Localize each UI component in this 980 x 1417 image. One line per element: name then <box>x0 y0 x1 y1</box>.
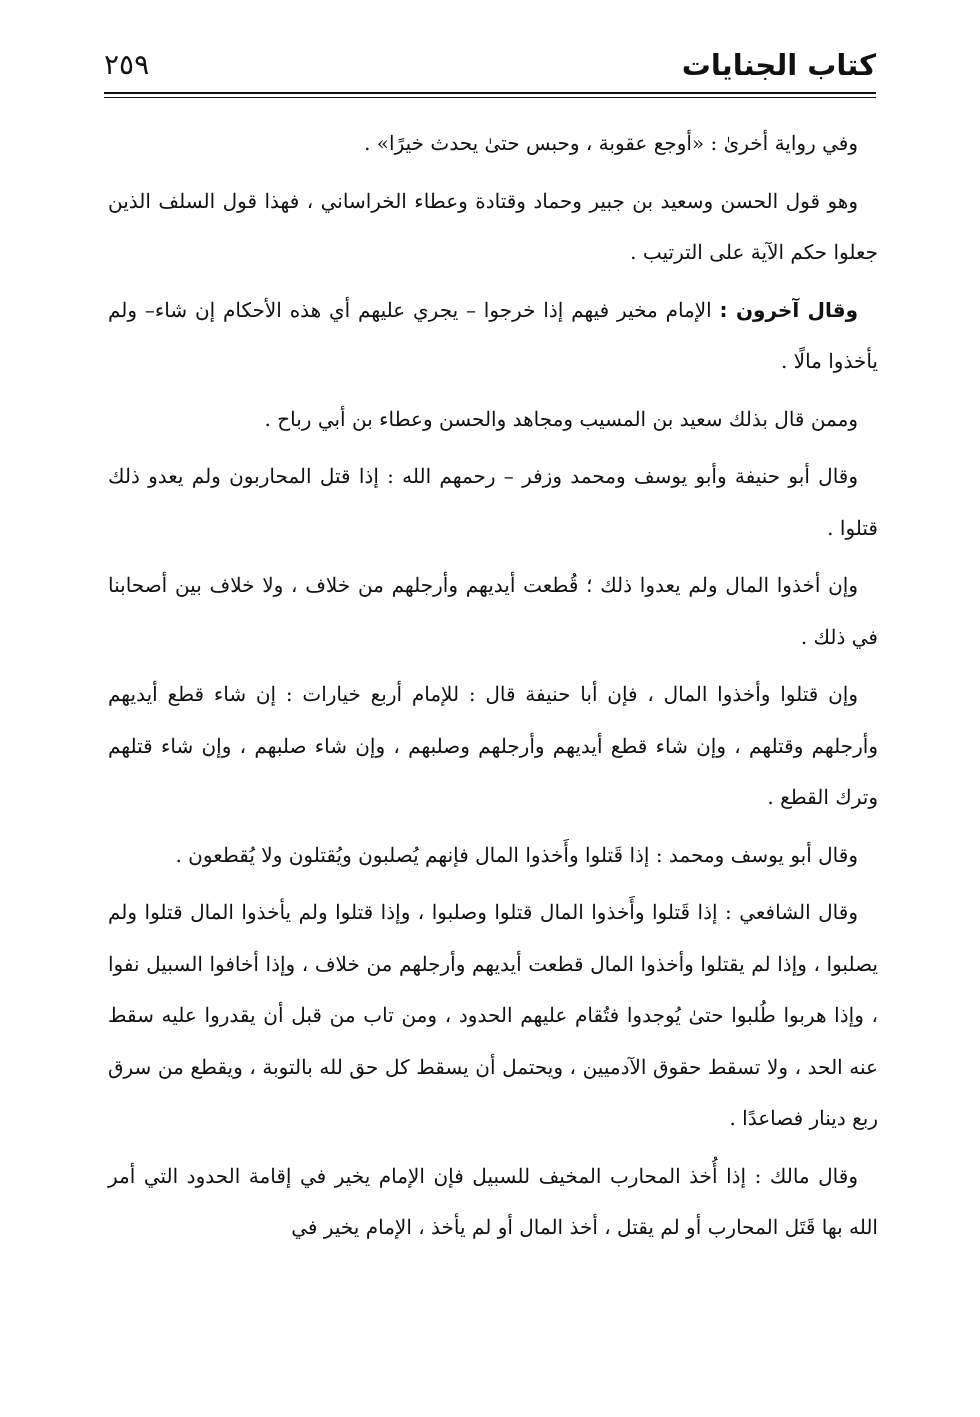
paragraph-text: وقال الشافعي : إذا قَتلوا وأَخذوا المال قتلوا وصلبوا ، وإذا قتلوا ولم يأخذوا المال قتلوا ولم يصلبوا ، وإذا لم يقتلوا وأخذوا المال قطعت أيديهم وأرجلهم من خلاف ، وإذا أخافوا السبيل نفوا ، وإذا هربوا طُلبوا حتىٰ يُوجدوا فتُقام عليهم الحدود ، ومن تاب من قبل أن يقدروا عليه سقط عنه الحد ، ولا تسقط حقوق الآدميين ، ويحتمل أن يسقط كل حق لله بالتوبة ، ويقطع من سرق ربع دينار فصاعدًا . <box>108 900 878 1130</box>
paragraph <box>108 887 878 1145</box>
paragraph <box>108 830 878 882</box>
body-text <box>108 118 878 1260</box>
paragraph-text: الإمام مخير فيهم إذا خرجوا – يجري عليهم أي هذه الأحكام إن شاء– ولم يأخذوا مالًا . <box>108 297 878 373</box>
paragraph <box>108 560 878 663</box>
page-number: ٢٥٩ <box>104 48 150 81</box>
paragraph-text: وإن قتلوا وأخذوا المال ، فإن أبا حنيفة قال : للإمام أربع خيارات : إن شاء قطع أيديهم وأرجلهم وقتلهم ، وإن شاء قطع أيديهم وأرجلهم وصلبهم ، وإن شاء صلبهم ، وإن شاء قتلهم وترك القطع . <box>108 682 878 809</box>
paragraph-lead: وقال آخرون : <box>719 297 858 322</box>
page-header <box>104 44 876 88</box>
paragraph-text: وقال أبو حنيفة وأبو يوسف ومحمد وزفر – رحمهم الله : إذا قتل المحاربون ولم يعدو ذلك قتلوا . <box>108 464 878 540</box>
paragraph <box>108 118 878 170</box>
header-rule <box>104 92 876 98</box>
paragraph-text: وفي رواية أخرىٰ : «أوجع عقوبة ، وحبس حتىٰ يحدث خيرًا» . <box>364 131 858 155</box>
paragraph-text: وقال مالك : إذا أُخذ المحارب المخيف للسبيل فإن الإمام يخير في إقامة الحدود التي أمر الله بها قَتَل المحارب أو لم يقتل ، أخذ المال أو لم يأخذ ، الإمام يخير في <box>108 1163 878 1239</box>
paragraph <box>108 1151 878 1254</box>
paragraph <box>108 285 878 388</box>
paragraph <box>108 176 878 279</box>
paragraph <box>108 394 878 446</box>
paragraph <box>108 451 878 554</box>
paragraph <box>108 669 878 824</box>
paragraph-text: وإن أخذوا المال ولم يعدوا ذلك ؛ قُطعت أيديهم وأرجلهم من خلاف ، ولا خلاف بين أصحابنا في ذلك . <box>108 573 878 649</box>
paragraph-text: وممن قال بذلك سعيد بن المسيب ومجاهد والحسن وعطاء بن أبي رباح . <box>264 406 858 431</box>
paragraph-text: وقال أبو يوسف ومحمد : إذا قَتلوا وأَخذوا المال فإنهم يُصلبون ويُقتلون ولا يُقطعون . <box>175 842 858 867</box>
running-title: كتاب الجنايات <box>681 48 876 82</box>
paragraph-text: وهو قول الحسن وسعيد بن جبير وحماد وقتادة وعطاء الخراساني ، فهذا قول السلف الذين جعلوا حكم الآية على الترتيب . <box>108 188 878 264</box>
